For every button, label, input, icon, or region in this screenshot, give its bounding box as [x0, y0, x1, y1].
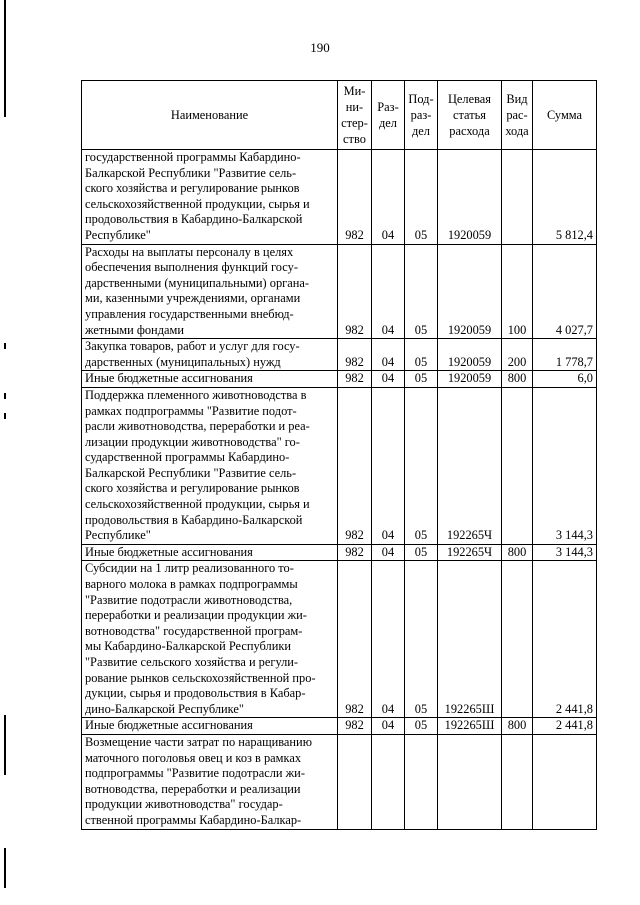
margin-scan-line	[4, 848, 6, 888]
table-row	[82, 718, 597, 735]
row-name: Возмещение части затрат по наращиванию маточного поголовья овец и коз в рамках подпрограммы "Развитие подотрасли жи- вотноводства, переработки и реализации продукции животноводства" государ- ственной программы Кабардино-Балкар-	[82, 734, 338, 829]
row-subsection: 05	[405, 150, 438, 245]
header-name: Наименование	[82, 81, 338, 150]
page-number: 190	[310, 40, 330, 55]
row-section	[372, 734, 405, 829]
row-ministry: 982	[338, 150, 372, 245]
header-amount: Сумма	[533, 81, 597, 150]
row-amount: 3 144,3	[533, 387, 597, 544]
table-row	[82, 734, 597, 829]
row-amount: 2 441,8	[533, 718, 597, 735]
table-row	[82, 561, 597, 718]
row-name: Иные бюджетные ассигнования	[82, 371, 338, 388]
row-section: 04	[372, 150, 405, 245]
row-target: 192265Ч	[438, 387, 502, 544]
row-ministry: 982	[338, 387, 372, 544]
row-ministry: 982	[338, 371, 372, 388]
header-section: Раз- дел	[372, 81, 405, 150]
row-subsection: 05	[405, 544, 438, 561]
row-name: Закупка товаров, работ и услуг для госу- дарственных (муниципальных) нужд	[82, 339, 338, 371]
row-name: Субсидии на 1 литр реализованного то- варного молока в рамках подпрограммы "Развитие подотрасли животноводства, переработки и реализации продукции жи- вотноводства" государственной програм- мы Кабардино-Балкарской Республики "Развитие сельского хозяйства и регули- рование рынков сельскохозяйственной про- дукции, сырья и продовольствия в Кабар- дино-Балкарской Республике"	[82, 561, 338, 718]
row-amount: 1 778,7	[533, 339, 597, 371]
row-name: государственной программы Кабардино- Балкарской Республики "Развитие сель- ского хозяйства и регулирование рынков сельскохозяйственной продукции, сырья и продовольствия в Кабардино-Балкарской Республике"	[82, 150, 338, 245]
row-target: 1920059	[438, 339, 502, 371]
row-expense-type: 800	[502, 544, 533, 561]
row-name: Иные бюджетные ассигнования	[82, 544, 338, 561]
row-section: 04	[372, 561, 405, 718]
row-name: Иные бюджетные ассигнования	[82, 718, 338, 735]
row-amount: 4 027,7	[533, 244, 597, 339]
row-name: Поддержка племенного животноводства в рамках подпрограммы "Развитие подот- расли животноводства, переработки и реа- лизации продукции животноводства" го- сударственной программы Кабардино- Балкарской Республики "Развитие сель- ского хозяйства и регулирование рынков сельскохозяйственной продукции, сырья и продовольствия в Кабардино-Балкарской Республике"	[82, 387, 338, 544]
row-expense-type	[502, 150, 533, 245]
row-target: 192265Ш	[438, 561, 502, 718]
row-ministry: 982	[338, 718, 372, 735]
row-target: 1920059	[438, 150, 502, 245]
header-expense-type: Вид рас- хода	[502, 81, 533, 150]
row-section: 04	[372, 544, 405, 561]
row-target	[438, 734, 502, 829]
row-target: 1920059	[438, 244, 502, 339]
row-subsection: 05	[405, 371, 438, 388]
row-expense-type: 100	[502, 244, 533, 339]
table-row	[82, 339, 597, 371]
row-amount: 6,0	[533, 371, 597, 388]
row-expense-type	[502, 387, 533, 544]
table-row	[82, 544, 597, 561]
row-expense-type	[502, 734, 533, 829]
row-expense-type: 200	[502, 339, 533, 371]
row-ministry: 982	[338, 339, 372, 371]
row-ministry	[338, 734, 372, 829]
table-header-row	[82, 81, 597, 150]
row-subsection: 05	[405, 718, 438, 735]
margin-scan-line	[4, 0, 6, 117]
row-target: 1920059	[438, 371, 502, 388]
row-subsection: 05	[405, 387, 438, 544]
margin-scan-line	[4, 715, 6, 775]
margin-scan-mark	[4, 393, 6, 399]
row-expense-type: 800	[502, 718, 533, 735]
row-subsection	[405, 734, 438, 829]
row-amount: 2 441,8	[533, 561, 597, 718]
row-section: 04	[372, 387, 405, 544]
header-target: Целевая статья расхода	[438, 81, 502, 150]
row-target: 192265Ш	[438, 718, 502, 735]
header-ministry: Ми- ни- стер- ство	[338, 81, 372, 150]
row-name: Расходы на выплаты персоналу в целях обеспечения выполнения функций госу- дарственными (муниципальными) органа- ми, казенными учреждениями, органами управления государственными внебюд- жетными фондами	[82, 244, 338, 339]
row-amount: 3 144,3	[533, 544, 597, 561]
row-subsection: 05	[405, 339, 438, 371]
table-row	[82, 244, 597, 339]
row-target: 192265Ч	[438, 544, 502, 561]
row-section: 04	[372, 339, 405, 371]
row-section: 04	[372, 718, 405, 735]
row-section: 04	[372, 371, 405, 388]
table-row	[82, 371, 597, 388]
row-subsection: 05	[405, 561, 438, 718]
row-ministry: 982	[338, 244, 372, 339]
row-section: 04	[372, 244, 405, 339]
row-amount	[533, 734, 597, 829]
row-ministry: 982	[338, 561, 372, 718]
row-expense-type: 800	[502, 371, 533, 388]
row-ministry: 982	[338, 544, 372, 561]
table-row	[82, 387, 597, 544]
margin-scan-mark	[4, 343, 6, 349]
header-subsection: Под- раз- дел	[405, 81, 438, 150]
table-row	[82, 150, 597, 245]
row-expense-type	[502, 561, 533, 718]
row-amount: 5 812,4	[533, 150, 597, 245]
budget-table	[81, 80, 597, 830]
row-subsection: 05	[405, 244, 438, 339]
margin-scan-mark	[4, 413, 6, 419]
